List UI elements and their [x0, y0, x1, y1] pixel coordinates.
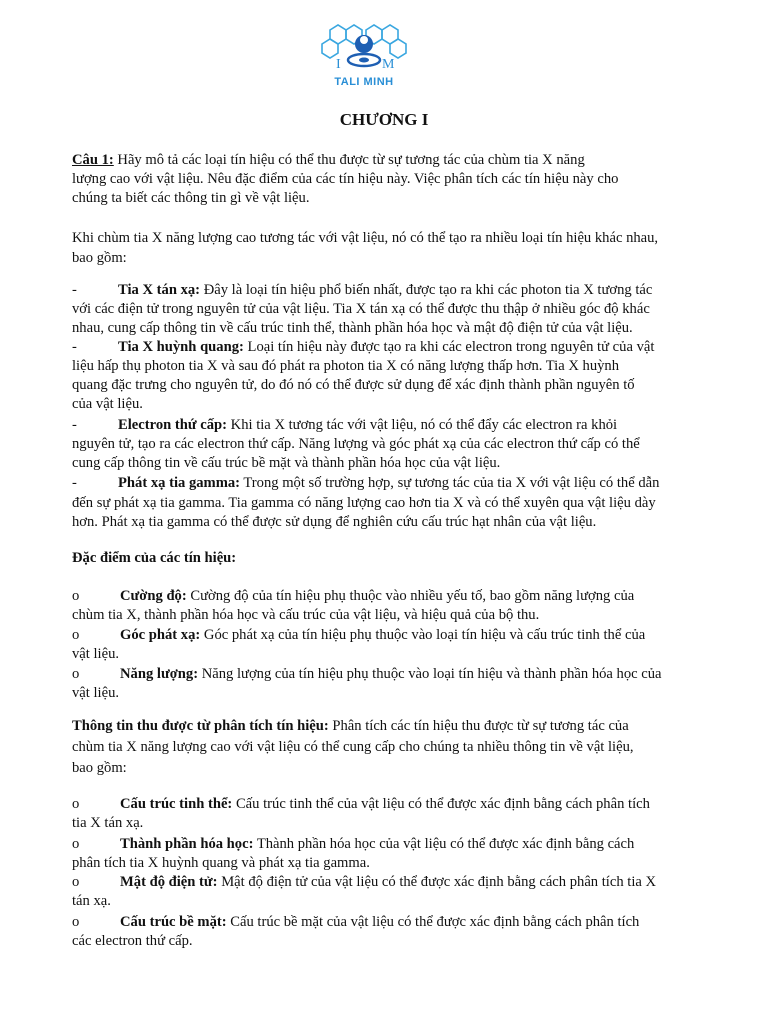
question-line-1: Câu 1: Hãy mô tả các loại tín hiệu có thể thu được từ sự tương tác của chùm tia X năng	[72, 152, 585, 168]
intro-line-1: Khi chùm tia X năng lượng cao tương tác với vật liệu, nó có thể tạo ra nhiều loại tín hiệu khác nhau,	[72, 230, 659, 246]
signal-term: Electron thứ cấp:	[118, 417, 228, 433]
text-line: vật liệu.	[72, 685, 120, 701]
text-line: Mật độ điện tử: Mật độ điện tử của vật liệu có thể được xác định bằng cách phân tích tia X	[120, 874, 657, 890]
question-label: Câu 1:	[72, 152, 114, 168]
bullet-marker: o	[72, 627, 80, 643]
text-line: Tia X tán xạ: Đây là loại tín hiệu phổ biến nhất, được tạo ra khi các photon tia X tương tác	[118, 282, 653, 298]
text-line: tán xạ.	[72, 893, 111, 909]
text-line: vật liệu.	[72, 646, 120, 662]
text-line: liệu hấp thụ photon tia X và sau đó phát ra photon tia X có năng lượng thấp hơn. Tia X huỳnh	[72, 358, 620, 374]
signal-term: Tia X tán xạ:	[118, 282, 201, 298]
info-item-term: Mật độ điện tử:	[120, 874, 218, 890]
bullet-marker: o	[72, 666, 80, 682]
text-line: đến sự phát xạ tia gamma. Tia gamma có năng lượng cao hơn tia X và có thể xuyên qua vật liệu dày	[72, 495, 656, 511]
chapter-title: CHƯƠNG I	[339, 110, 429, 129]
bullet-marker: -	[72, 475, 77, 491]
text-line: nhau, cung cấp thông tin về cấu trúc tinh thể, thành phần hóa học và mật độ điện tử của vật liệu.	[72, 320, 633, 336]
info-item-term: Cấu trúc bề mặt:	[120, 914, 227, 930]
text-line: Phát xạ tia gamma: Trong một số trường hợp, sự tương tác của tia X với vật liệu có thể dẫn	[118, 475, 660, 491]
text-line: các electron thứ cấp.	[72, 933, 193, 949]
features-heading: Đặc điểm của các tín hiệu:	[72, 550, 237, 566]
info-paragraph-line-2: chùm tia X năng lượng cao với vật liệu có thể cung cấp cho chúng ta nhiều thông tin về vật liệu,	[72, 739, 634, 755]
intro-line-2: bao gồm:	[72, 250, 127, 266]
signal-term: Tia X huỳnh quang:	[118, 339, 244, 355]
logo-letter-m: M	[382, 57, 395, 72]
text-line: quang đặc trưng cho nguyên tử, do đó nó có thể được sử dụng để xác định thành phần nguyên tố	[72, 377, 635, 393]
logo-caption: TALI MINH	[334, 76, 394, 88]
bullet-marker: -	[72, 417, 77, 433]
text-line: Góc phát xạ: Góc phát xạ của tín hiệu phụ thuộc vào loại tín hiệu và cấu trúc tinh thể của	[120, 627, 646, 643]
text-line: hơn. Phát xạ tia gamma có thể được sử dụng để nghiên cứu cấu trúc hạt nhân của vật liệu.	[72, 514, 597, 530]
text-line: cung cấp thông tin về cấu trúc bề mặt và thành phần hóa học của vật liệu.	[72, 455, 501, 471]
text-line: chùm tia X, thành phần hóa học và cấu trúc của vật liệu, và hiệu quả của bộ thu.	[72, 607, 540, 623]
info-item-term: Thành phần hóa học:	[120, 836, 254, 852]
text-line: tia X tán xạ.	[72, 815, 144, 831]
question-line-2: lượng cao với vật liệu. Nêu đặc điểm của các tín hiệu này. Việc phân tích các tín hiệu này cho	[72, 171, 619, 187]
bullet-marker: o	[72, 796, 80, 812]
text-line: Tia X huỳnh quang: Loại tín hiệu này được tạo ra khi các electron trong nguyên tử của vật	[118, 339, 655, 355]
info-item-term: Cấu trúc tinh thể:	[120, 796, 233, 812]
feature-term: Năng lượng:	[120, 666, 199, 682]
text-line: Cấu trúc tinh thể: Cấu trúc tinh thể của vật liệu có thể được xác định bằng cách phân tích	[120, 796, 650, 812]
bullet-marker: o	[72, 588, 80, 604]
text-line: của vật liệu.	[72, 396, 143, 412]
question-line-3: chúng ta biết các thông tin gì về vật liệu.	[72, 190, 310, 206]
text-line: phân tích tia X huỳnh quang và phát xạ tia gamma.	[72, 855, 370, 871]
text-line: Thành phần hóa học: Thành phần hóa học của vật liệu có thể được xác định bằng cách	[120, 836, 635, 852]
bullet-marker: o	[72, 914, 80, 930]
text-line: Cấu trúc bề mặt: Cấu trúc bề mặt của vật liệu có thể được xác định bằng cách phân tích	[120, 914, 640, 930]
feature-term: Cường độ:	[120, 588, 187, 604]
bullet-marker: -	[72, 282, 77, 298]
signal-term: Phát xạ tia gamma:	[118, 475, 241, 491]
bullet-marker: -	[72, 339, 77, 355]
text-line: nguyên tử, tạo ra các electron thứ cấp. Năng lượng và góc phát xạ của các electron thứ cấp có thể	[72, 436, 640, 452]
text-line: Cường độ: Cường độ của tín hiệu phụ thuộc vào nhiều yếu tố, bao gồm năng lượng của	[120, 588, 635, 604]
text-line: Năng lượng: Năng lượng của tín hiệu phụ thuộc vào loại tín hiệu và thành phần hóa học của	[120, 666, 662, 682]
bullet-marker: o	[72, 874, 80, 890]
info-term: Thông tin thu được từ phân tích tín hiệu:	[72, 718, 329, 734]
info-paragraph-line-1: Thông tin thu được từ phân tích tín hiệu: Phân tích các tín hiệu thu được từ sự tương tác của	[72, 718, 629, 734]
feature-term: Góc phát xạ:	[120, 627, 201, 643]
text-line: với các điện tử trong nguyên tử của vật liệu. Tia X tán xạ có thể được thu thập ở nhiều góc độ khác	[72, 301, 650, 317]
text-line: Electron thứ cấp: Khi tia X tương tác với vật liệu, nó có thể đẩy các electron ra khỏi	[118, 417, 618, 433]
info-paragraph-line-3: bao gồm:	[72, 760, 127, 776]
bullet-marker: o	[72, 836, 80, 852]
logo-letter-i: I	[336, 57, 341, 72]
